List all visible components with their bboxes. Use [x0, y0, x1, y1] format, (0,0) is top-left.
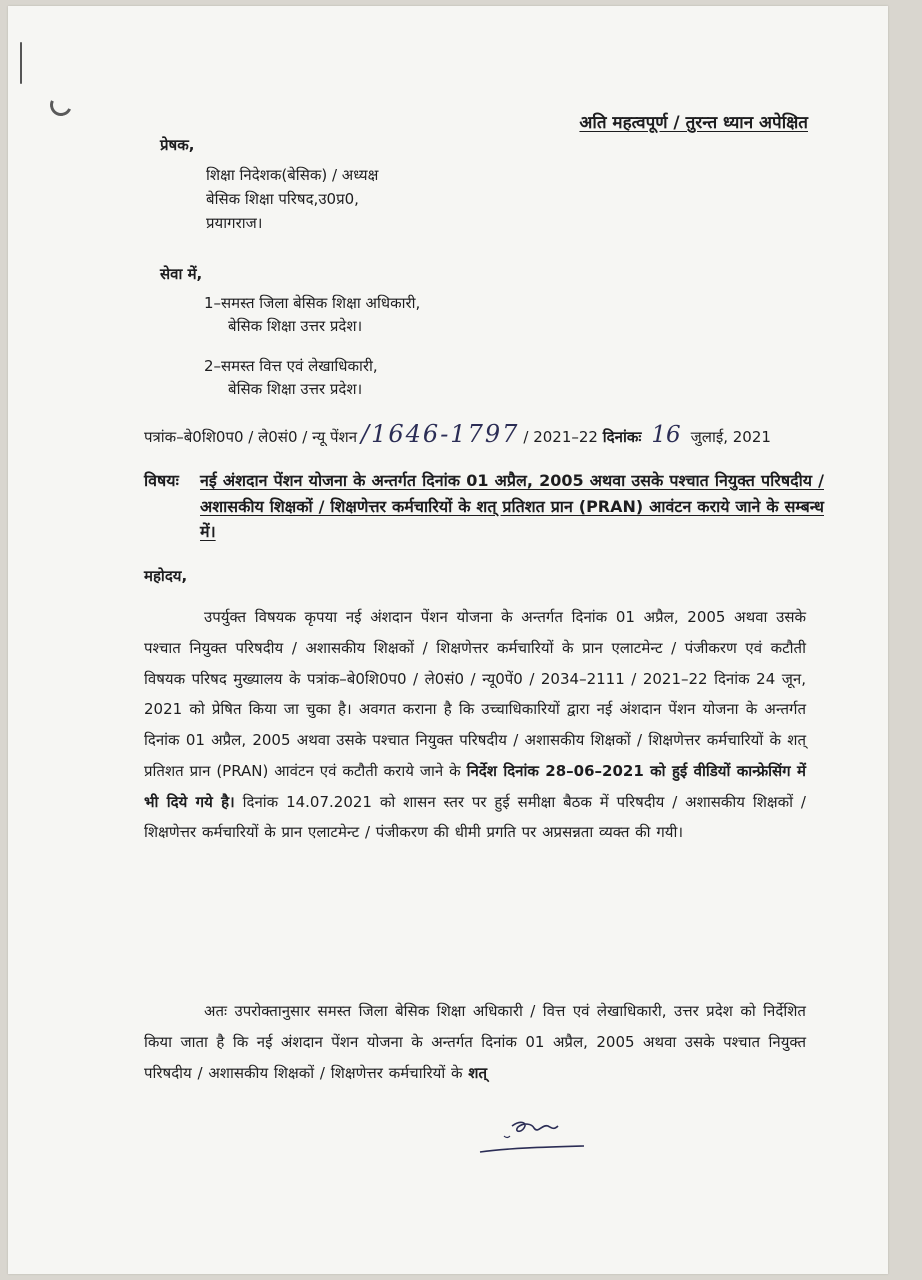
- sender-line: बेसिक शिक्षा परिषद,उ0प्र0,: [206, 190, 359, 208]
- recipient-line: 2–समस्त वित्त एवं लेखाधिकारी,: [204, 357, 378, 375]
- recipient-line: 1–समस्त जिला बेसिक शिक्षा अधिकारी,: [204, 294, 421, 312]
- date-day-handwritten: 16: [651, 422, 681, 448]
- punch-hole-mark: [47, 91, 75, 119]
- sender-line: शिक्षा निदेशक(बेसिक) / अध्यक्ष: [206, 166, 379, 184]
- salutation: महोदय,: [144, 567, 188, 585]
- priority-note: अति महत्वपूर्ण / तुरन्त ध्यान अपेक्षित: [579, 113, 808, 133]
- paragraph-1-text: उपर्युक्त विषयक कृपया नई अंशदान पेंशन योजना के अन्तर्गत दिनांक 01 अप्रैल, 2005 अथवा उसके पश्चात नियुक्त परिषदीय / अशासकीय शिक्षकों / शिक्षणेत्तर कर्मचारियों के प्रान एलाटमेन्ट / पंजीकरण एवं कटौती विषयक परिषद मुख्यालय के पत्रांक–बे0शि0प0 / ले0सं0 / न्यू0पें0 / 2034–2111 / 2021–22 दिनांक 24 जून, 2021 को प्रेषित किया जा चुका है। अवगत कराना है कि उच्चाधिकारियों द्वारा नई अंशदान पेंशन योजना के अन्तर्गत दिनांक 01 अप्रैल, 2005 अथवा उसके पश्चात नियुक्त परिषदीय / अशासकीय शिक्षकों / शिक्षणेत्तर कर्मचारियों के शत् प्रतिशत प्रान (PRAN) आवंटन एवं कटौती कराये जाने के: [144, 608, 806, 780]
- letter-page: [8, 6, 888, 1274]
- recipients-label: सेवा में,: [160, 265, 203, 283]
- date-label: दिनांकः: [602, 428, 642, 446]
- paragraph-1-bold: निर्देश दिनांक 28–06–2021 को हुई वीडियों कान्फ्रेसिंग में भी दिये गये है।: [144, 761, 806, 811]
- recipient-item: [204, 355, 378, 402]
- date-rest: जुलाई, 2021: [690, 428, 771, 446]
- reference-prefix: पत्रांक–बे0शि0प0 / ले0सं0 / न्यू पेंशन: [144, 428, 358, 446]
- paragraph-2-text: अतः उपरोक्तानुसार समस्त जिला बेसिक शिक्षा अधिकारी / वित्त एवं लेखाधिकारी, उत्तर प्रदेश को निर्देशित किया जाता है कि नई अंशदान पेंशन योजना के अन्तर्गत दिनांक 01 अप्रैल, 2005 अथवा उसके पश्चात नियुक्त परिषदीय / अशासकीय शिक्षकों / शिक्षणेत्तर कर्मचारियों के: [144, 1002, 806, 1082]
- recipient-subline: बेसिक शिक्षा उत्तर प्रदेश।: [228, 380, 363, 399]
- paragraph-1-text-end: दिनांक 14.07.2021 को शासन स्तर पर हुई समीक्षा बैठक में परिषदीय / अशासकीय शिक्षकों / शिक्षणेत्तर कर्मचारियों के प्रान एलाटमेन्ट / पंजीकरण की धीमी प्रगति पर अप्रसन्नता व्यक्त की गयी।: [144, 792, 806, 842]
- recipient-subline: बेसिक शिक्षा उत्तर प्रदेश।: [228, 317, 363, 336]
- sender-line: प्रयागराज।: [206, 214, 263, 232]
- recipient-item: [204, 292, 420, 339]
- signature-mark: [468, 1114, 588, 1162]
- subject-label: विषयः: [144, 471, 179, 490]
- paragraph-2-bold-end: शत्: [468, 1063, 488, 1082]
- reference-number-handwritten: /1646-1797: [361, 420, 520, 448]
- body-paragraph-2: [144, 996, 806, 1088]
- body-paragraph-1: [144, 602, 806, 848]
- pen-mark: [20, 42, 22, 84]
- sender-label: प्रेषक,: [160, 136, 195, 154]
- sender-address: [206, 164, 378, 236]
- reference-line: [144, 420, 814, 448]
- reference-year: / 2021–22: [523, 428, 598, 446]
- subject-text: नई अंशदान पेंशन योजना के अन्तर्गत दिनांक 01 अप्रैल, 2005 अथवा उसके पश्चात नियुक्त परिषदीय / अशासकीय शिक्षकों / शिक्षणेत्तर कर्मचारियों के शत् प्रतिशत प्रान (PRAN) आवंटन कराये जाने के सम्बन्ध में।: [200, 471, 824, 542]
- subject-block: [144, 468, 824, 545]
